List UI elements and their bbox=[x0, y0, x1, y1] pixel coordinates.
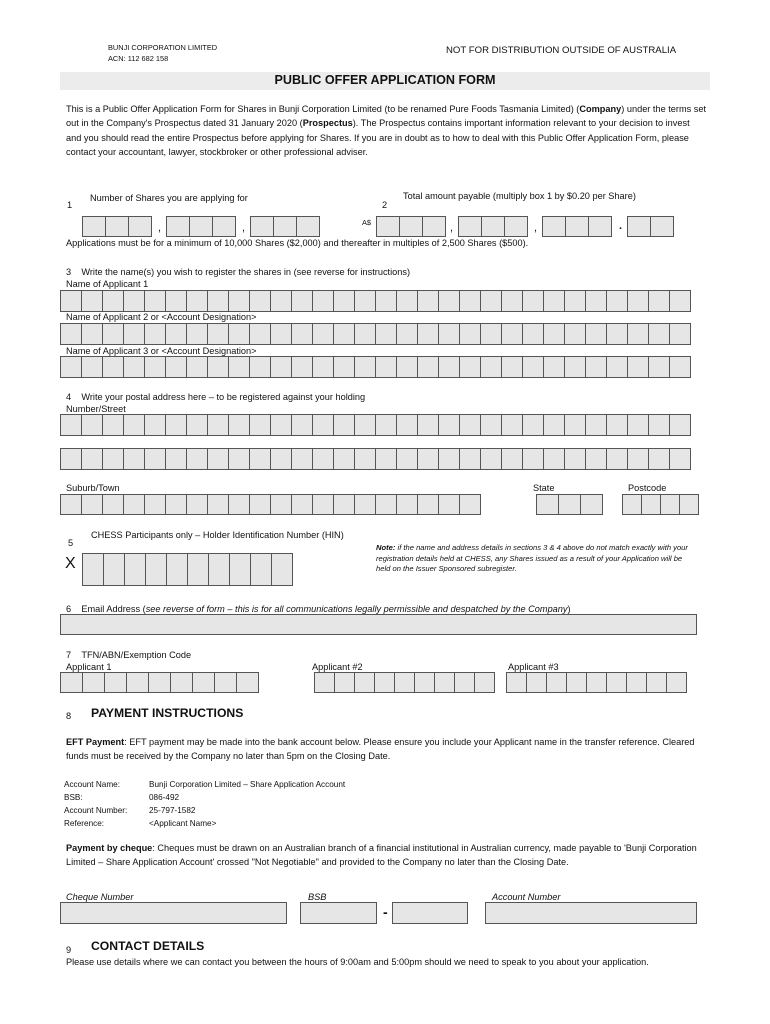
char-box[interactable] bbox=[102, 448, 124, 470]
account-number-label: Account Number bbox=[492, 892, 561, 902]
suburb-label: Suburb/Town bbox=[66, 483, 120, 493]
char-box[interactable] bbox=[60, 323, 82, 345]
char-box[interactable] bbox=[354, 672, 375, 693]
char-box[interactable] bbox=[250, 553, 272, 586]
applicant3-name-boxes[interactable] bbox=[60, 356, 691, 378]
email-field[interactable] bbox=[60, 614, 697, 635]
char-box[interactable] bbox=[506, 672, 527, 693]
char-box[interactable] bbox=[501, 448, 523, 470]
char-box[interactable] bbox=[186, 290, 208, 312]
char-box[interactable] bbox=[438, 356, 460, 378]
char-box[interactable] bbox=[249, 414, 271, 436]
char-box[interactable] bbox=[126, 672, 149, 693]
tfn-applicant1-label: Applicant 1 bbox=[66, 662, 112, 672]
char-box[interactable] bbox=[564, 323, 586, 345]
char-box[interactable] bbox=[291, 448, 313, 470]
char-box[interactable] bbox=[81, 356, 103, 378]
char-box[interactable] bbox=[522, 448, 544, 470]
char-box[interactable] bbox=[438, 323, 460, 345]
char-box[interactable] bbox=[103, 553, 125, 586]
char-box[interactable] bbox=[207, 414, 229, 436]
intro-paragraph: This is a Public Offer Application Form for Shares in Bunji Corporation Limited (to be renamed Pure Foods Tasmania Limited) (Company) under the terms set out in the Company's Prospectus dated 31 January 2020 (Prospectus). The Prospectus contains important information relevant to your decision to invest and you should read the entire Prospectus before applying for Shares. If you are in doubt as to how to deal with this Public Offer Application Form, please contact your accountant, lawyer, stockbroker or other professional adviser. bbox=[66, 104, 707, 157]
char-box[interactable] bbox=[396, 448, 418, 470]
bsb-field-1[interactable] bbox=[300, 902, 377, 924]
char-box[interactable] bbox=[646, 672, 667, 693]
char-box[interactable] bbox=[522, 290, 544, 312]
char-box[interactable] bbox=[165, 290, 187, 312]
char-box[interactable] bbox=[291, 356, 313, 378]
char-box[interactable] bbox=[82, 553, 104, 586]
char-box[interactable] bbox=[102, 494, 124, 515]
char-box[interactable] bbox=[312, 356, 334, 378]
char-box[interactable] bbox=[228, 356, 250, 378]
char-box[interactable] bbox=[375, 323, 397, 345]
char-box[interactable] bbox=[354, 414, 376, 436]
amount-boxes-group1[interactable] bbox=[376, 216, 446, 237]
char-box[interactable] bbox=[333, 356, 355, 378]
char-box[interactable] bbox=[459, 448, 481, 470]
char-box[interactable] bbox=[474, 672, 495, 693]
char-box[interactable] bbox=[543, 290, 565, 312]
shares-boxes-group3[interactable] bbox=[250, 216, 320, 237]
page-title: PUBLIC OFFER APPLICATION FORM bbox=[274, 73, 496, 87]
char-box[interactable] bbox=[102, 356, 124, 378]
char-box[interactable] bbox=[165, 323, 187, 345]
char-box[interactable] bbox=[60, 290, 82, 312]
char-box[interactable] bbox=[648, 448, 670, 470]
char-box[interactable] bbox=[312, 290, 334, 312]
char-box[interactable] bbox=[396, 414, 418, 436]
char-box[interactable] bbox=[543, 414, 565, 436]
char-box[interactable] bbox=[312, 414, 334, 436]
char-box[interactable] bbox=[270, 323, 292, 345]
char-box[interactable] bbox=[81, 414, 103, 436]
char-box[interactable] bbox=[102, 323, 124, 345]
amount-boxes-group2[interactable] bbox=[458, 216, 528, 237]
char-box[interactable] bbox=[417, 290, 439, 312]
distribution-notice: NOT FOR DISTRIBUTION OUTSIDE OF AUSTRALIA bbox=[446, 45, 677, 56]
applicant3-label: Name of Applicant 3 or <Account Designation> bbox=[66, 346, 257, 356]
char-box[interactable] bbox=[271, 553, 293, 586]
char-box[interactable] bbox=[291, 290, 313, 312]
char-box[interactable] bbox=[522, 356, 544, 378]
char-box[interactable] bbox=[480, 323, 502, 345]
char-box[interactable] bbox=[501, 323, 523, 345]
company-name: BUNJI CORPORATION LIMITED bbox=[108, 43, 218, 52]
char-box[interactable] bbox=[207, 494, 229, 515]
state-boxes[interactable] bbox=[536, 494, 603, 515]
char-box[interactable] bbox=[585, 414, 607, 436]
tfn-applicant1-boxes[interactable] bbox=[60, 672, 259, 693]
char-box[interactable] bbox=[354, 356, 376, 378]
char-box[interactable] bbox=[270, 290, 292, 312]
char-box[interactable] bbox=[375, 290, 397, 312]
char-box[interactable] bbox=[564, 356, 586, 378]
char-box[interactable] bbox=[627, 448, 649, 470]
char-box[interactable] bbox=[333, 323, 355, 345]
section1-label: Number of Shares you are applying for bbox=[90, 193, 248, 203]
chess-note: Note: if the name and address details in sections 3 & 4 above do not match exactly with your registration details held at CHESS, any Shares issued as a result of your Application will be held on the Issuer Sponsored subregister. bbox=[376, 543, 688, 574]
tfn-applicant3-label: Applicant #3 bbox=[508, 662, 559, 672]
char-box[interactable] bbox=[459, 356, 481, 378]
char-box[interactable] bbox=[249, 323, 271, 345]
char-box[interactable] bbox=[480, 448, 502, 470]
char-box[interactable] bbox=[207, 290, 229, 312]
char-box[interactable] bbox=[186, 323, 208, 345]
cheque-paragraph: Payment by cheque: Cheques must be drawn on an Australian branch of a financial institutional in Australian currency, made payable to 'Bunji Corporation Limited – Share Application Account' crossed "Not Negotiable" and provided to the Company no later than the Closing Date. bbox=[66, 843, 697, 868]
char-box[interactable] bbox=[627, 414, 649, 436]
char-box[interactable] bbox=[333, 448, 355, 470]
char-box[interactable] bbox=[564, 414, 586, 436]
char-box[interactable] bbox=[396, 494, 418, 515]
char-box[interactable] bbox=[270, 356, 292, 378]
char-box[interactable] bbox=[414, 672, 435, 693]
amount-boxes-group3[interactable] bbox=[542, 216, 612, 237]
char-box[interactable] bbox=[606, 290, 628, 312]
char-box[interactable] bbox=[249, 290, 271, 312]
char-box[interactable] bbox=[438, 494, 460, 515]
char-box[interactable] bbox=[333, 290, 355, 312]
char-box[interactable] bbox=[354, 448, 376, 470]
char-box[interactable] bbox=[526, 672, 547, 693]
char-box[interactable] bbox=[333, 414, 355, 436]
char-box[interactable] bbox=[438, 414, 460, 436]
char-box[interactable] bbox=[396, 290, 418, 312]
char-box[interactable] bbox=[228, 290, 250, 312]
char-box[interactable] bbox=[102, 414, 124, 436]
char-box[interactable] bbox=[454, 672, 475, 693]
char-box[interactable] bbox=[81, 494, 103, 515]
char-box[interactable] bbox=[291, 414, 313, 436]
char-box[interactable] bbox=[546, 672, 567, 693]
char-box[interactable] bbox=[312, 448, 334, 470]
char-box[interactable] bbox=[606, 356, 628, 378]
char-box[interactable] bbox=[501, 414, 523, 436]
char-box[interactable] bbox=[207, 448, 229, 470]
char-box[interactable] bbox=[228, 448, 250, 470]
char-box[interactable] bbox=[165, 494, 187, 515]
char-box[interactable] bbox=[648, 356, 670, 378]
char-box[interactable] bbox=[208, 553, 230, 586]
char-box[interactable] bbox=[627, 323, 649, 345]
char-box[interactable] bbox=[186, 448, 208, 470]
applicant1-label: Name of Applicant 1 bbox=[66, 279, 149, 289]
char-box[interactable] bbox=[333, 494, 355, 515]
char-box[interactable] bbox=[648, 290, 670, 312]
char-box[interactable] bbox=[434, 672, 455, 693]
char-box[interactable] bbox=[480, 290, 502, 312]
char-box[interactable] bbox=[522, 414, 544, 436]
char-box[interactable] bbox=[543, 448, 565, 470]
applicant2-label: Name of Applicant 2 or <Account Designation> bbox=[66, 312, 257, 322]
char-box[interactable] bbox=[236, 672, 259, 693]
char-box[interactable] bbox=[144, 290, 166, 312]
char-box[interactable] bbox=[249, 356, 271, 378]
char-box[interactable] bbox=[166, 553, 188, 586]
char-box[interactable] bbox=[564, 448, 586, 470]
char-box[interactable] bbox=[626, 672, 647, 693]
char-box[interactable] bbox=[394, 672, 415, 693]
char-box[interactable] bbox=[585, 356, 607, 378]
char-box[interactable] bbox=[81, 290, 103, 312]
char-box[interactable] bbox=[480, 414, 502, 436]
char-box[interactable] bbox=[648, 323, 670, 345]
char-box[interactable] bbox=[666, 672, 687, 693]
char-box[interactable] bbox=[606, 414, 628, 436]
currency-label: A$ bbox=[362, 218, 372, 227]
char-box[interactable] bbox=[354, 323, 376, 345]
char-box[interactable] bbox=[543, 356, 565, 378]
char-box[interactable] bbox=[459, 323, 481, 345]
char-box[interactable] bbox=[564, 290, 586, 312]
char-box[interactable] bbox=[585, 290, 607, 312]
char-box[interactable] bbox=[501, 356, 523, 378]
char-box[interactable] bbox=[396, 356, 418, 378]
char-box[interactable] bbox=[145, 553, 167, 586]
char-box[interactable] bbox=[270, 414, 292, 436]
char-box[interactable] bbox=[291, 494, 313, 515]
char-box[interactable] bbox=[165, 448, 187, 470]
char-box[interactable] bbox=[165, 414, 187, 436]
section2-label: Total amount payable (multiply box 1 by $0.20 per Share) bbox=[403, 191, 636, 201]
contact-heading: CONTACT DETAILS bbox=[91, 939, 205, 953]
payment-heading: PAYMENT INSTRUCTIONS bbox=[91, 706, 244, 720]
char-box[interactable] bbox=[144, 323, 166, 345]
section5-label: CHESS Participants only – Holder Identification Number (HIN) bbox=[91, 530, 344, 540]
char-box[interactable] bbox=[669, 356, 691, 378]
char-box[interactable] bbox=[501, 290, 523, 312]
char-box[interactable] bbox=[375, 356, 397, 378]
char-box[interactable] bbox=[606, 672, 627, 693]
char-box[interactable] bbox=[228, 494, 250, 515]
cheque-number-label: Cheque Number bbox=[66, 892, 134, 902]
char-box[interactable] bbox=[144, 494, 166, 515]
char-box[interactable] bbox=[314, 672, 335, 693]
char-box[interactable] bbox=[207, 323, 229, 345]
eft-paragraph: EFT Payment: EFT payment may be made into the bank account below. Please ensure you include your Applicant name in the transfer reference. Cleared funds must be received by the Company no later than 5pm on the Closing Date. bbox=[66, 737, 695, 762]
char-box[interactable] bbox=[102, 290, 124, 312]
char-box[interactable] bbox=[312, 494, 334, 515]
section6-header: 6 Email Address (see reverse of form – this is for all communications legally permissible and despatched by the Company) bbox=[66, 604, 571, 614]
char-box[interactable] bbox=[585, 448, 607, 470]
char-box[interactable] bbox=[165, 356, 187, 378]
char-box[interactable] bbox=[144, 356, 166, 378]
char-box[interactable] bbox=[374, 672, 395, 693]
section8-number: 8 bbox=[66, 711, 72, 721]
char-box[interactable] bbox=[228, 414, 250, 436]
char-box[interactable] bbox=[669, 290, 691, 312]
char-box[interactable] bbox=[123, 448, 145, 470]
char-box[interactable] bbox=[375, 448, 397, 470]
char-box[interactable] bbox=[375, 414, 397, 436]
section9-number: 9 bbox=[66, 945, 72, 955]
char-box[interactable] bbox=[648, 414, 670, 436]
char-box[interactable] bbox=[186, 356, 208, 378]
char-box[interactable] bbox=[123, 290, 145, 312]
char-box[interactable] bbox=[334, 672, 355, 693]
account-number-field[interactable] bbox=[485, 902, 697, 924]
char-box[interactable] bbox=[270, 448, 292, 470]
acn-number: ACN: 112 682 158 bbox=[108, 54, 169, 63]
applicant1-name-boxes[interactable] bbox=[60, 290, 691, 312]
bsb-dash: - bbox=[383, 904, 388, 920]
char-box[interactable] bbox=[249, 494, 271, 515]
char-box[interactable] bbox=[543, 323, 565, 345]
char-box[interactable] bbox=[669, 414, 691, 436]
char-box[interactable] bbox=[438, 290, 460, 312]
char-box[interactable] bbox=[81, 448, 103, 470]
char-box[interactable] bbox=[207, 356, 229, 378]
tfn-applicant3-boxes[interactable] bbox=[506, 672, 687, 693]
char-box[interactable] bbox=[669, 323, 691, 345]
minimum-note: Applications must be for a minimum of 10,000 Shares ($2,000) and thereafter in multiples of 2,500 Shares ($500). bbox=[66, 238, 529, 248]
char-box[interactable] bbox=[186, 494, 208, 515]
char-box[interactable] bbox=[144, 448, 166, 470]
char-box[interactable] bbox=[60, 448, 82, 470]
street-boxes-line1[interactable] bbox=[60, 414, 691, 436]
bsb-field-2[interactable] bbox=[392, 902, 468, 924]
amount-boxes-cents[interactable] bbox=[627, 216, 674, 237]
char-box[interactable] bbox=[627, 356, 649, 378]
char-box[interactable] bbox=[228, 323, 250, 345]
section4-header: 4 Write your postal address here – to be registered against your holding bbox=[66, 392, 366, 402]
char-box[interactable] bbox=[249, 448, 271, 470]
suburb-boxes[interactable] bbox=[60, 494, 481, 515]
bsb-label: BSB bbox=[308, 892, 327, 902]
char-box[interactable] bbox=[214, 672, 237, 693]
postcode-label: Postcode bbox=[628, 483, 667, 493]
tfn-applicant2-label: Applicant #2 bbox=[312, 662, 363, 672]
char-box[interactable] bbox=[417, 494, 439, 515]
section1-number: 1 bbox=[67, 200, 73, 210]
section7-header: 7 TFN/ABN/Exemption Code bbox=[66, 650, 192, 660]
char-box[interactable] bbox=[229, 553, 251, 586]
char-box[interactable] bbox=[375, 494, 397, 515]
char-box[interactable] bbox=[438, 448, 460, 470]
section3-header: 3 Write the name(s) you wish to register the shares in (see reverse for instructions) bbox=[66, 267, 411, 277]
char-box[interactable] bbox=[586, 672, 607, 693]
char-box[interactable] bbox=[60, 494, 82, 515]
char-box[interactable] bbox=[417, 448, 439, 470]
char-box[interactable] bbox=[148, 672, 171, 693]
char-box[interactable] bbox=[170, 672, 193, 693]
char-box[interactable] bbox=[124, 553, 146, 586]
bank-account-table: Account Name: Bunji Corporation Limited – Share Application Account BSB: 086-492 Account Number: 25-797-1582 Reference: <Applicant Name> bbox=[64, 780, 346, 828]
char-box[interactable] bbox=[354, 290, 376, 312]
char-box[interactable] bbox=[566, 672, 587, 693]
char-box[interactable] bbox=[123, 494, 145, 515]
section2-number: 2 bbox=[382, 200, 388, 210]
state-label: State bbox=[533, 483, 555, 493]
tfn-applicant2-boxes[interactable] bbox=[314, 672, 495, 693]
char-box[interactable] bbox=[606, 323, 628, 345]
char-box[interactable] bbox=[585, 323, 607, 345]
char-box[interactable] bbox=[669, 448, 691, 470]
char-box[interactable] bbox=[459, 290, 481, 312]
char-box[interactable] bbox=[354, 494, 376, 515]
char-box[interactable] bbox=[312, 323, 334, 345]
char-box[interactable] bbox=[123, 323, 145, 345]
shares-boxes-group2[interactable] bbox=[166, 216, 236, 237]
char-box[interactable] bbox=[417, 356, 439, 378]
street-label: Number/Street bbox=[66, 404, 126, 414]
char-box[interactable] bbox=[522, 323, 544, 345]
char-box[interactable] bbox=[417, 414, 439, 436]
char-box[interactable] bbox=[291, 323, 313, 345]
char-box[interactable] bbox=[606, 448, 628, 470]
char-box[interactable] bbox=[187, 553, 209, 586]
char-box[interactable] bbox=[459, 494, 481, 515]
char-box[interactable] bbox=[123, 414, 145, 436]
char-box[interactable] bbox=[627, 290, 649, 312]
char-box[interactable] bbox=[480, 356, 502, 378]
char-box[interactable] bbox=[417, 323, 439, 345]
shares-boxes-group1[interactable] bbox=[82, 216, 152, 237]
postcode-boxes[interactable] bbox=[622, 494, 699, 515]
char-box[interactable] bbox=[123, 356, 145, 378]
street-boxes-line2[interactable] bbox=[60, 448, 691, 470]
char-box[interactable] bbox=[60, 356, 82, 378]
char-box[interactable] bbox=[144, 414, 166, 436]
char-box[interactable] bbox=[192, 672, 215, 693]
contact-paragraph: Please use details where we can contact you between the hours of 9:00am and 5:00pm should we need to speak to you about your application. bbox=[66, 957, 649, 967]
char-box[interactable] bbox=[60, 414, 82, 436]
char-box[interactable] bbox=[82, 672, 105, 693]
char-box[interactable] bbox=[186, 414, 208, 436]
char-box[interactable] bbox=[104, 672, 127, 693]
char-box[interactable] bbox=[459, 414, 481, 436]
applicant2-name-boxes[interactable] bbox=[60, 323, 691, 345]
cheque-number-field[interactable] bbox=[60, 902, 287, 924]
char-box[interactable] bbox=[270, 494, 292, 515]
section5-number: 5 bbox=[68, 538, 74, 548]
hin-boxes[interactable] bbox=[82, 553, 293, 586]
char-box[interactable] bbox=[60, 672, 83, 693]
char-box[interactable] bbox=[396, 323, 418, 345]
hin-prefix: X bbox=[65, 555, 76, 572]
char-box[interactable] bbox=[81, 323, 103, 345]
